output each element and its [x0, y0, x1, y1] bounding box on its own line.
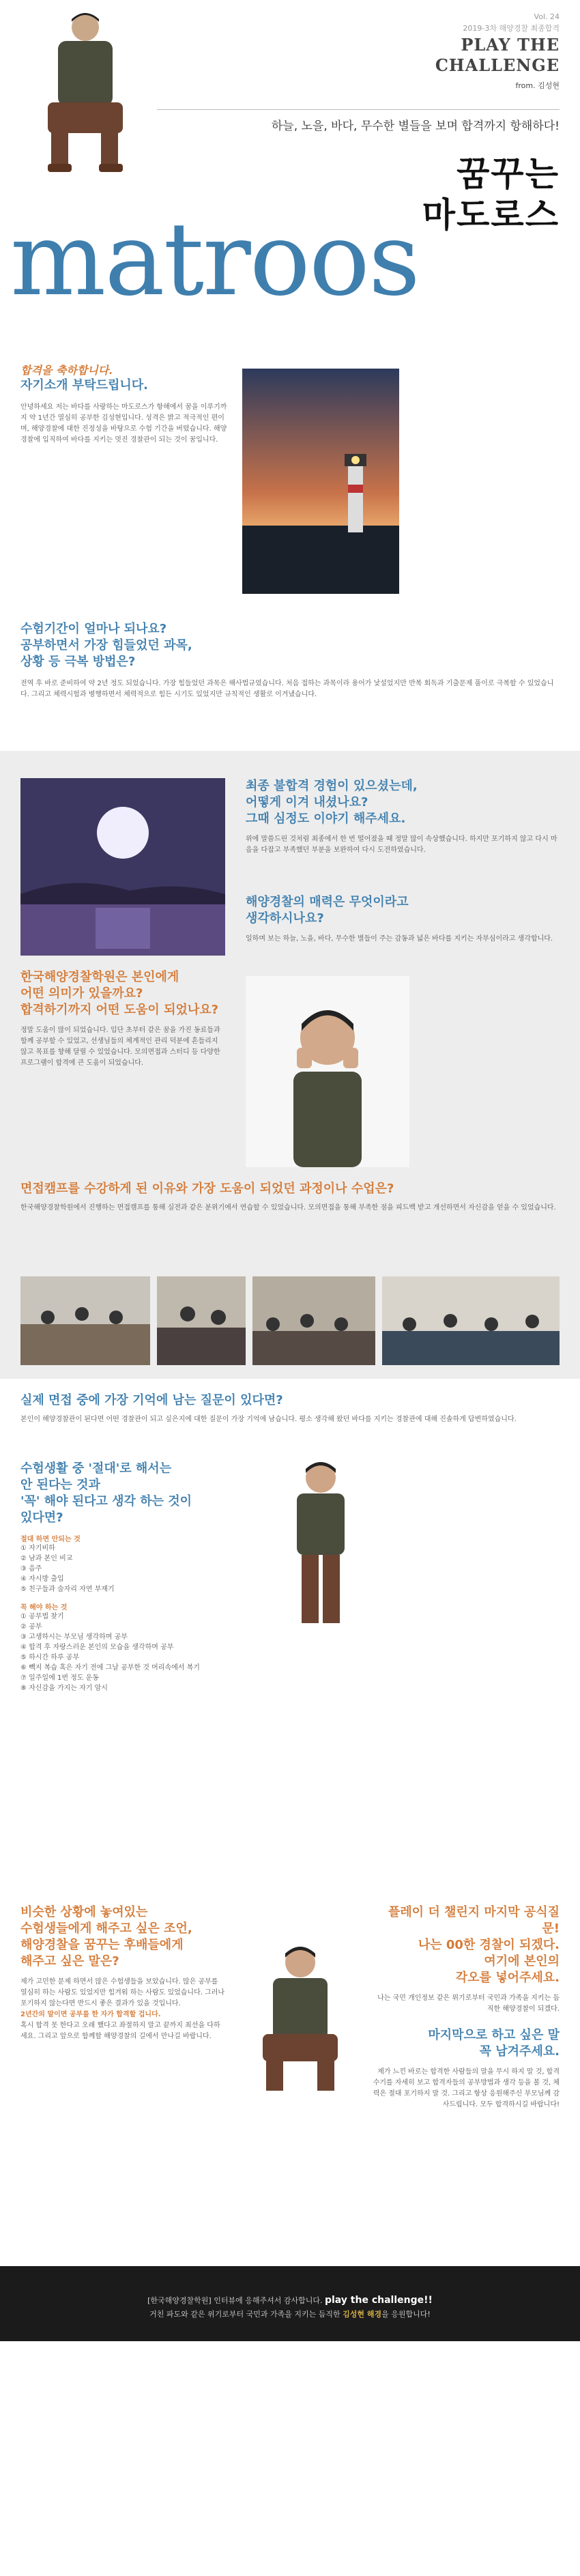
intro-column: [20, 362, 232, 446]
memorable-question-block: [20, 1392, 560, 1425]
hero-divider: [157, 109, 560, 110]
question-period-2: 공부하면서 가장 힘들었던 과목,: [20, 638, 192, 653]
footer-cheer-post: 을 응원합니다!: [381, 2310, 431, 2319]
question-memorable: 실제 면접 중에 가장 기억에 남는 질문이 있다면?: [20, 1393, 283, 1407]
lighthouse-photo: [242, 369, 399, 594]
advice-block: [20, 1904, 225, 2042]
camp-block: [20, 1181, 560, 1214]
footer-thanks: [한국해양경찰학원] 인터뷰에 응해주셔서 감사합니다.: [147, 2296, 323, 2305]
fail-experience-block: [246, 778, 560, 856]
answer-fail: 위에 말씀드린 것처럼 최종에서 한 번 떨어졌을 때 정말 많이 속상했습니다. 하지만 포기하지 않고 다시 마음을 다잡고 부족했던 부분을 보완하여 다시 도전하였습니다.: [246, 835, 557, 854]
answer-last: 제가 느낀 바로는 합격한 사람들의 말을 무시 하지 말 것, 합격수기를 자세히 보고 합격자들의 공부방법과 생각 등을 볼 것, 체력은 절대 포기하지 말 것. 그리고 항상 응원해주신 부모님께 감사드립니다. 모두 합격하시길 바랍니다!: [373, 2068, 560, 2108]
answer-academy: 정말 도움이 많이 되었습니다. 입단 초부터 같은 꿈을 가진 동료들과 함께 공부할 수 있었고, 선생님들의 체계적인 관리 덕분에 흔들리지 않고 목표를 향해 달릴 수 있었습니다. 모의면접과 스터디 등 다양한 프로그램이 합격에 큰 도움이 되었습니다.: [20, 1027, 220, 1067]
list-item: ⑤ 하시간 하루 공부: [20, 1654, 80, 1661]
answer-camp: 한국해양경찰학원에서 진행하는 면접캠프를 통해 실전과 같은 분위기에서 연습할 수 있었습니다. 모의면접을 통해 부족한 점을 피드백 받고 개선하면서 자신감을 얻을 수 있었습니다.: [20, 1204, 556, 1212]
list-item: ⑤ 친구들과 술자리 자연 부재기: [20, 1586, 115, 1593]
section-interview: [0, 1379, 580, 1898]
list-item: ⑦ 일주일에 1번 정도 운동: [20, 1674, 99, 1682]
question-intro: 자기소개 부탁드립니다.: [20, 378, 148, 392]
person-photo-4: [242, 1938, 358, 2095]
list-item: ① 공부법 찾기: [20, 1613, 64, 1620]
volume-label: Vol. 24: [534, 12, 560, 21]
play-title-2: CHALLENGE: [435, 55, 560, 75]
question-charm-2: 생각하시나요?: [246, 911, 324, 926]
class-photo-2: [157, 1276, 246, 1365]
hero-subtitle: 2019-3차 해양경찰 최종합격: [463, 24, 560, 33]
list-item: ① 자기비하: [20, 1545, 55, 1552]
question-resolution-4: 각오를 넣어주세요.: [455, 1971, 560, 1985]
play-title-1: PLAY THE: [461, 35, 560, 55]
question-fail-1: 최종 불합격 경험이 있으셨는데,: [246, 779, 418, 793]
question-academy-1: 한국해양경찰학원은 본인에게: [20, 970, 179, 984]
list-item: ③ 음주: [20, 1565, 42, 1573]
question-dos-4: 있다면?: [20, 1511, 63, 1525]
question-academy-3: 합격하기까지 어떤 도움이 되었나요?: [20, 1003, 219, 1017]
question-last-2: 꼭 남겨주세요.: [479, 2044, 560, 2059]
dos-donts-block: [20, 1461, 225, 1693]
section-intro: [0, 341, 580, 751]
question-fail-3: 그때 심정도 이야기 해주세요.: [246, 812, 406, 826]
question-advice-2: 수험생들에게 해주고 싶은 조언,: [20, 1921, 192, 1936]
resolution-block: [372, 1904, 560, 2015]
answer-intro: 안녕하세요 저는 바다를 사랑하는 마도로스가 항해에서 꿈을 이루기까지 약 1년간 열심히 공부한 김성현입니다. 성격은 밝고 적극적인 편이며, 해양경찰에 대한 진정성을 바탕으로 수험 기간을 버텼습니다. 해양경찰에 입직하여 바다를 지키는 멋진 경찰관이 되는 것이 꿈입니다.: [20, 403, 227, 444]
list-item: ⑧ 자신감을 가지는 자기 암시: [20, 1685, 108, 1692]
list-item: ③ 고생하시는 부모님 생각하며 공부: [20, 1633, 128, 1641]
footer-line-1: [20, 2293, 560, 2308]
class-photo-4: [382, 1276, 560, 1365]
question-charm-1: 해양경찰의 매력은 무엇이라고: [246, 895, 409, 909]
study-period-block: [20, 621, 560, 700]
last-word-block: [372, 2027, 560, 2110]
hero-title-line2: 마도로스: [422, 195, 560, 235]
footer-play: play the challenge!!: [324, 2295, 433, 2306]
hero-slogan: 하늘, 노을, 바다, 무수한 별들을 보며 합격까지 항해하다!: [271, 119, 560, 133]
list-item: ⑥ 빽지 복습 혹은 자기 전에 그날 공부한 것 머리속에서 복기: [20, 1664, 200, 1672]
list-item: ② 공부: [20, 1623, 42, 1631]
academy-block: [20, 969, 225, 1069]
hero-section: [0, 0, 580, 341]
from-author: from. 김성현: [515, 81, 560, 90]
question-resolution-3: 여기에 본인의: [484, 1954, 560, 1969]
answer-memorable: 본인이 해양경찰관이 된다면 어떤 경찰관이 되고 싶은지에 대한 질문이 가장 기억에 남습니다. 평소 생각해 왔던 바다를 지키는 경찰관에 대해 진솔하게 답변하였습니다.: [20, 1416, 517, 1423]
answer-period: 전역 후 바로 준비하여 약 2년 정도 되었습니다. 가장 힘들었던 과목은 해사법규였습니다. 처음 접하는 과목이라 용어가 낯설었지만 반복 회독과 기출문제 풀이로 극복할 수 있었습니다. 그리고 체력시험과 병행하면서 체력적으로 힘든 시기도 있었지만 규칙적인 생활로 이겨냈습니다.: [20, 680, 554, 698]
congrats-text: 합격을 축하합니다.: [20, 364, 113, 377]
answer-charm: 일하며 보는 하늘, 노을, 바다, 무수한 별들이 주는 감동과 넓은 바다를 지키는 자부심이라고 생각합니다.: [246, 935, 553, 943]
never-list: [20, 1543, 225, 1594]
answer-advice-highlight: 2년간의 말이면 공부를 한 자가 합격할 겁니다.: [20, 2011, 161, 2018]
section-grey: [0, 751, 580, 1379]
question-dos-1: 수험생활 중 '절대'로 해서는: [20, 1461, 172, 1476]
answer-resolution: 나는 국민 개인정보 같은 위기로부터 국민과 가족을 지키는 듬직한 해양경찰이 되겠다.: [377, 1994, 560, 2013]
footer-line-2: [20, 2308, 560, 2321]
question-advice-4: 해주고 싶은 말은?: [20, 1954, 119, 1969]
person-photo-2: [246, 976, 409, 1167]
question-academy-2: 어떤 의미가 있을까요?: [20, 986, 143, 1001]
question-period-1: 수험기간이 얼마나 되나요?: [20, 622, 167, 636]
footer-cheer-pre: 거친 파도와 같은 위기로부터 국민과 가족을 지키는 듬직한: [149, 2310, 340, 2319]
question-resolution-1: 플레이 더 챌린지 마지막 공식질문!: [388, 1905, 560, 1936]
class-photo-1: [20, 1276, 150, 1365]
question-fail-2: 어떻게 이겨 내셨나요?: [246, 795, 368, 810]
footer-name: 김성현 해경: [343, 2310, 382, 2319]
question-dos-3: '꼭' 해야 된다고 생각 하는 것이: [20, 1494, 192, 1508]
question-advice-3: 해양경찰을 꿈꾸는 후배들에게: [20, 1938, 184, 1952]
moon-photo: [20, 778, 225, 956]
question-period-3: 상황 등 극복 방법은?: [20, 655, 136, 669]
question-last-1: 마지막으로 하고 싶은 말: [428, 2028, 560, 2042]
never-title: 절대 하면 안되는 것: [20, 1536, 81, 1543]
list-item: ④ 합격 후 자랑스러운 본인의 모습을 생각하며 공부: [20, 1644, 174, 1651]
footer: [0, 2266, 580, 2341]
section-advice: [0, 1898, 580, 2266]
question-dos-2: 안 된다는 것과: [20, 1478, 100, 1492]
list-item: ② 남과 본인 비교: [20, 1555, 73, 1562]
answer-advice-more: 혹시 합격 못 한다고 오래 했다고 좌절하지 말고 끝까지 최선을 다하세요. 그리고 앞으로 함께할 해양경찰의 길에서 만나길 바랍니다.: [20, 2022, 220, 2040]
question-camp: 면접캠프를 수강하게 된 이유와 가장 도움이 되었던 과정이나 수업은?: [20, 1182, 394, 1196]
charm-block: [246, 894, 560, 945]
matroos-wordmark: matroos: [10, 201, 419, 318]
question-advice-1: 비슷한 상황에 놓여있는: [20, 1905, 148, 1919]
hero-title-line1: 꿈꾸는: [456, 154, 560, 194]
must-list: [20, 1612, 225, 1693]
hero-person-photo: [20, 7, 143, 174]
must-title: 꼭 해야 하는 것: [20, 1604, 68, 1612]
brand-block: [435, 12, 560, 91]
answer-advice: 제가 고민한 문제 하면서 많은 수험생들을 보았습니다. 많은 공부를 열심히 하는 사람도 있었지만 힘겨워 하는 사람도 있었습니다. 그러나 포기하지 않는다면 반드시 좋은 결과가 있을 것입니다.: [20, 1978, 225, 2007]
person-photo-3: [259, 1454, 382, 1631]
list-item: ④ 자시방 출입: [20, 1575, 64, 1583]
question-resolution-2: 나는 00한 경찰이 되겠다.: [418, 1938, 560, 1952]
class-photo-3: [252, 1276, 375, 1365]
